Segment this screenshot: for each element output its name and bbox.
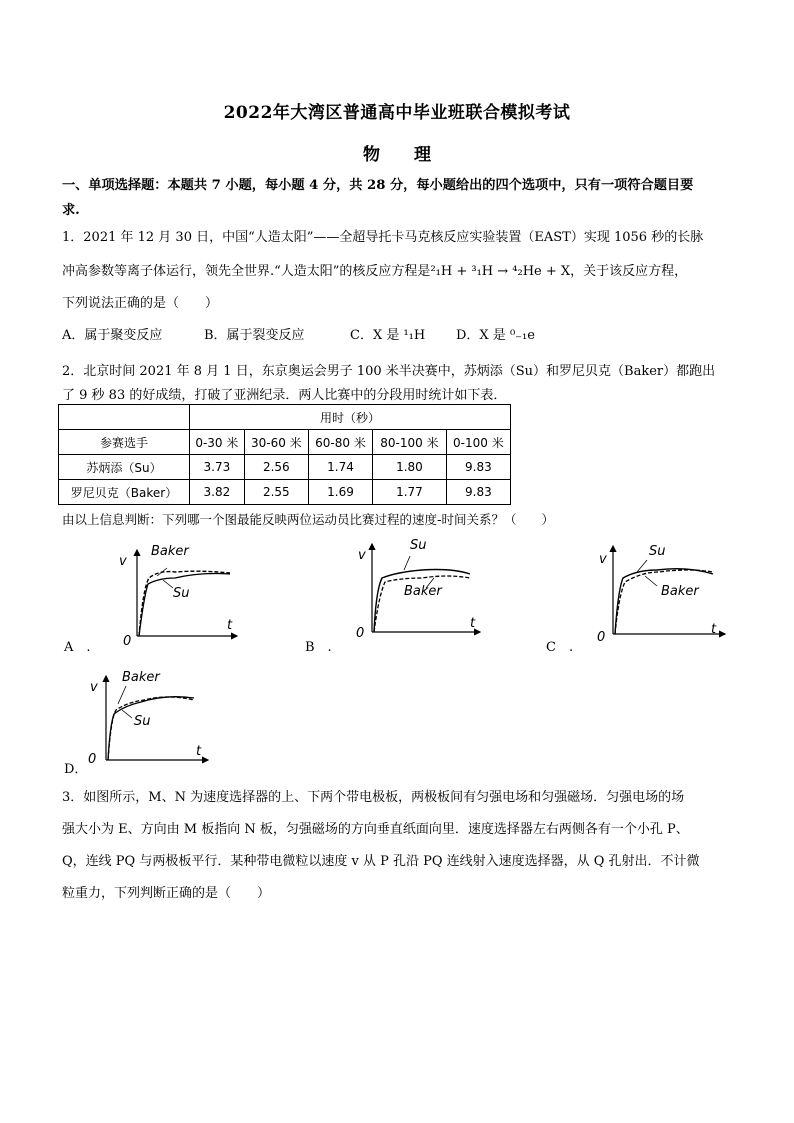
q3-line3: Q，连线 PQ 与两极板平行．某种带电微粒以速度 v 从 P 孔沿 PQ 连线射入速度选择器，从 Q 孔射出．不计微 — [62, 854, 700, 869]
origin-label: 0 — [88, 752, 97, 767]
graph-d-label: D． — [64, 762, 88, 777]
table-row-name: 罗尼贝克（Baker） — [59, 480, 190, 505]
table-col-0: 0-30 米 — [190, 430, 245, 455]
axis-v-label: v — [90, 680, 98, 695]
q3-line2: 强大小为 E、方向由 M 板指向 N 板，匀强磁场的方向垂直纸面向里．速度选择器左右两侧各有一个小孔 P、 — [62, 822, 689, 837]
pointer-line — [645, 576, 657, 586]
curve-label-top: Baker — [151, 544, 189, 559]
axis-v-label: v — [358, 548, 366, 563]
curve-label-bottom: Baker — [404, 584, 442, 599]
graph-b-label: B . — [305, 640, 332, 655]
table-row-name: 苏炳添（Su） — [59, 455, 190, 480]
exam-title: 2022年大湾区普通高中毕业班联合模拟考试 — [223, 103, 571, 123]
table-col-3: 80-100 米 — [373, 430, 447, 455]
q1-option-c[interactable]: C．X 是 ¹₁H — [350, 328, 426, 343]
curve-label-top: Baker — [122, 670, 160, 685]
table-time-header: 用时（秒） — [190, 405, 511, 430]
origin-label: 0 — [597, 630, 606, 645]
curve-solid — [374, 570, 470, 633]
subject-title: 物 理 — [363, 145, 445, 165]
table-row — [59, 480, 511, 505]
table-cell: 1.69 — [308, 480, 372, 505]
curve-label-bottom: Su — [134, 714, 151, 729]
curve-solid — [615, 569, 713, 634]
graph-c-label: C . — [546, 640, 574, 655]
q1-options — [62, 324, 535, 343]
axis-v-label: v — [599, 552, 607, 567]
q1-equation: ²₁H + ³₁H → ⁴₂He + X — [430, 264, 571, 279]
table-col-header: 参赛选手 — [59, 430, 190, 455]
table-cell: 9.83 — [446, 480, 510, 505]
axis-t-label: t — [470, 616, 476, 631]
curve-label-top: Su — [410, 538, 427, 553]
q1-option-b[interactable]: B．属于裂变反应 — [204, 328, 305, 343]
table-col-2: 60-80 米 — [308, 430, 372, 455]
curve-label-top: Su — [649, 544, 666, 559]
table-cell: 1.77 — [373, 480, 447, 505]
table-cell: 9.83 — [446, 455, 510, 480]
pointer-line — [157, 568, 167, 576]
graph-a[interactable] — [115, 544, 240, 649]
graph-c[interactable] — [597, 542, 727, 644]
table-cell: 2.55 — [244, 480, 308, 505]
q3-line1: 3．如图所示，M、N 为速度选择器的上、下两个带电极板，两极板间有匀强电场和匀强磁场．匀强电场的场 — [62, 790, 685, 805]
table-col-1: 30-60 米 — [244, 430, 308, 455]
curve-solid — [139, 574, 233, 637]
curve-dashed — [615, 570, 713, 634]
pointer-line — [163, 580, 173, 588]
curve-dashed — [108, 697, 194, 760]
curve-solid — [108, 697, 194, 760]
pointer-line — [404, 556, 410, 570]
q1-line3: 下列说法正确的是（ ） — [62, 296, 219, 311]
q1-line2-text: 冲高参数等离子体运行，领先全世界.“人造太阳”的核反应方程是 — [62, 264, 431, 279]
table-col-4: 0-100 米 — [446, 430, 510, 455]
table-cell: 3.73 — [190, 455, 245, 480]
q1-option-a[interactable]: A．属于聚变反应 — [62, 328, 163, 343]
q2-line1: 2．北京时间 2021 年 8 月 1 日，东京奥运会男子 100 米半决赛中，苏炳添（Su）和罗尼贝克（Baker）都跑出 — [62, 364, 716, 379]
origin-label: 0 — [123, 634, 132, 649]
curve-dashed — [139, 571, 233, 636]
q1-line2 — [62, 260, 687, 279]
q1-line2-tail: ，关于该反应方程， — [570, 264, 688, 279]
table-row — [59, 455, 511, 480]
split-time-table — [58, 404, 511, 505]
table-cell: 3.82 — [190, 480, 245, 505]
q1-option-d[interactable]: D．X 是 ⁰₋₁e — [456, 328, 535, 343]
axis-v-label: v — [119, 554, 127, 569]
graph-a-label: A . — [64, 640, 91, 655]
axis-t-label: t — [711, 622, 717, 637]
table-cell: 2.56 — [244, 455, 308, 480]
graph-b[interactable] — [352, 540, 482, 644]
section-heading-line1: 一、单项选择题：本题共 7 小题，每小题 4 分，共 28 分，每小题给出的四个选项中，只有一项符合题目要 — [62, 178, 694, 193]
table-cell: 1.80 — [373, 455, 447, 480]
q3-line4: 粒重力，下列判断正确的是（ ） — [62, 886, 271, 901]
axis-t-label: t — [227, 618, 233, 633]
pointer-line — [118, 686, 126, 704]
table-corner — [59, 405, 190, 430]
graph-d[interactable] — [86, 670, 210, 770]
pointer-line — [122, 710, 132, 718]
q2-line2: 了 9 秒 83 的好成绩，打破了亚洲纪录．两人比赛中的分段用时统计如下表． — [62, 388, 507, 403]
section-heading-line2: 求. — [62, 203, 80, 218]
table-cell: 1.74 — [308, 455, 372, 480]
origin-label: 0 — [356, 626, 365, 641]
curve-label-bottom: Baker — [661, 584, 699, 599]
q1-line1: 1．2021 年 12 月 30 日，中国“人造太阳”——全超导托卡马克核反应实验装置（EAST）实现 1056 秒的长脉 — [62, 230, 704, 245]
axis-t-label: t — [196, 744, 202, 759]
q2-question: 由以上信息判断：下列哪一个图最能反映两位运动员比赛过程的速度-时间关系？（ ） — [62, 512, 555, 527]
section-heading — [62, 173, 742, 223]
curve-label-bottom: Su — [173, 586, 190, 601]
